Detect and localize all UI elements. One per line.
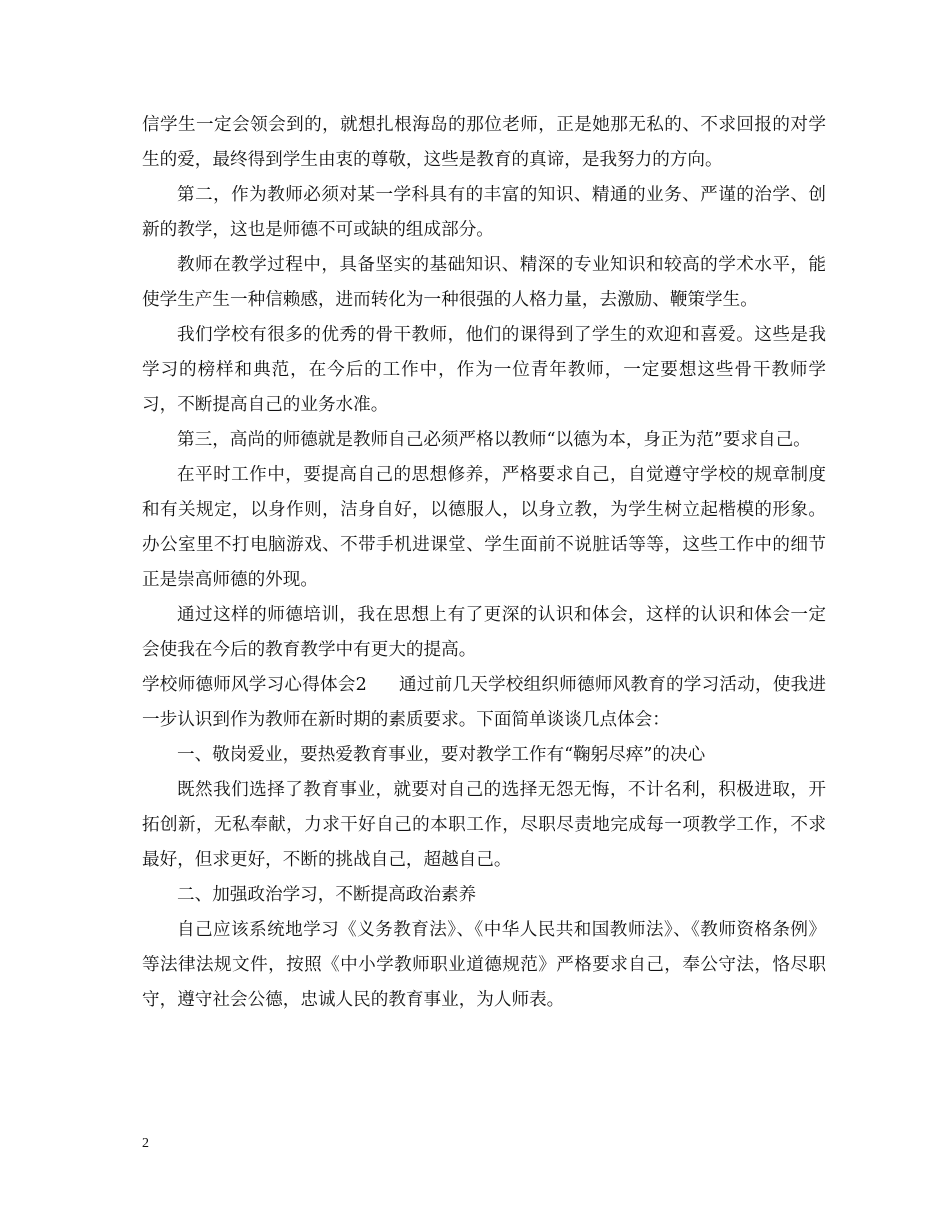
page-number: 2: [142, 1136, 149, 1151]
section-intro: 通过前几天学校组织师德师风教育的学习活动，使我进一步认识到作为教师在新时期的素质要求。下面简单谈谈几点体会：: [142, 675, 826, 730]
paragraph: 信学生一定会领会到的，就想扎根海岛的那位老师，正是她那无私的、不求回报的对学生的爱，最终得到学生由衷的尊敬，这些是教育的真谛，是我努力的方向。: [142, 115, 826, 170]
paragraph: 通过这样的师德培训，我在思想上有了更深的认识和体会，这样的认识和体会一定会使我在今后的教育教学中有更大的提高。: [142, 605, 826, 660]
paragraph: 我们学校有很多的优秀的骨干教师，他们的课得到了学生的欢迎和喜爱。这些是我学习的榜样和典范，在今后的工作中，作为一位青年教师，一定要想这些骨干教师学习，不断提高自己的业务水准。: [142, 325, 826, 415]
section-heading-paragraph: [142, 668, 826, 738]
paragraph: 既然我们选择了教育事业，就要对自己的选择无怨无悔，不计名利，积极进取，开拓创新，无私奉献，力求干好自己的本职工作，尽职尽责地完成每一项教学工作，不求最好，但求更好，不断的挑战自己，超越自己。: [142, 780, 826, 870]
document-body: [142, 108, 826, 1018]
subheading: 一、敬岗爱业，要热爱教育事业，要对教学工作有“鞠躬尽瘁”的决心: [177, 745, 706, 765]
paragraph: 第二，作为教师必须对某一学科具有的丰富的知识、精通的业务、严谨的治学、创新的教学，这也是师德不可或缺的组成部分。: [142, 185, 826, 240]
subheading: 二、加强政治学习，不断提高政治素养: [177, 885, 477, 905]
paragraph: 自己应该系统地学习《义务教育法》、《中华人民共和国教师法》、《教师资格条例》等法律法规文件，按照《中小学教师职业道德规范》严格要求自己，奉公守法，恪尽职守，遵守社会公德，忠诚人民的教育事业，为人师表。: [142, 920, 826, 1010]
paragraph: 教师在教学过程中，具备坚实的基础知识、精深的专业知识和较高的学术水平，能使学生产生一种信赖感，进而转化为一种很强的人格力量，去激励、鞭策学生。: [142, 255, 826, 310]
paragraph: 第三，高尚的师德就是教师自己必须严格以教师“以德为本，身正为范”要求自己。: [177, 430, 811, 450]
paragraph: 在平时工作中，要提高自己的思想修养，严格要求自己，自觉遵守学校的规章制度和有关规定，以身作则，洁身自好，以德服人，以身立教，为学生树立起楷模的形象。办公室里不打电脑游戏、不带手机进课堂、学生面前不说脏话等等，这些工作中的细节正是崇高师德的外现。: [142, 465, 826, 590]
section-title: 学校师德师风学习心得体会2: [142, 675, 367, 695]
